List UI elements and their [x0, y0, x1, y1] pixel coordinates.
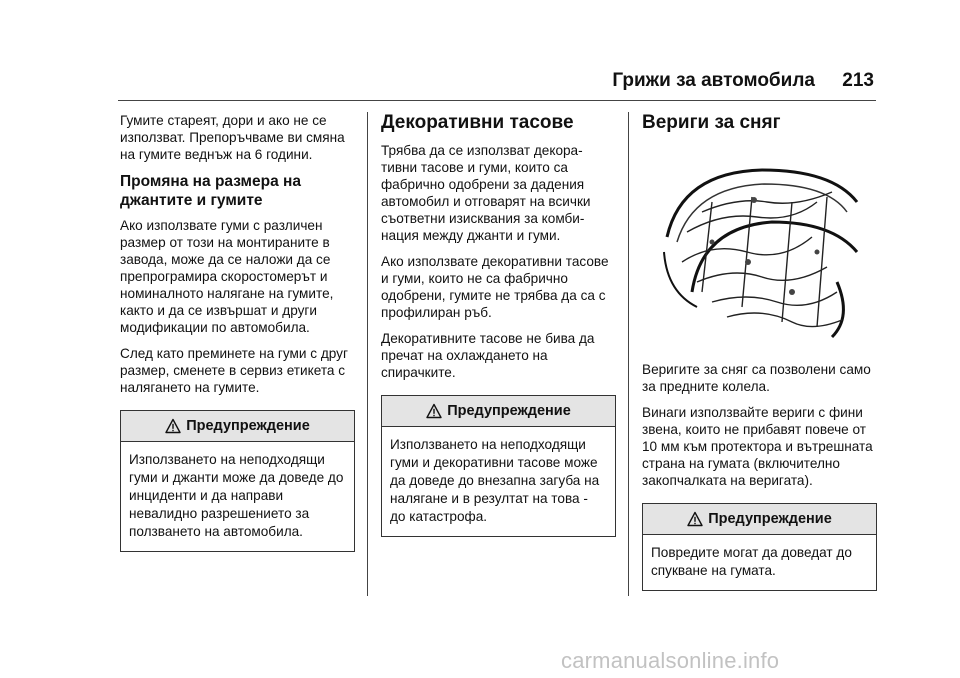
column-3 [642, 112, 877, 591]
snow-chains-icon [642, 142, 877, 347]
warning-triangle-icon [426, 403, 442, 419]
column-1 [120, 112, 355, 552]
column-divider [628, 112, 629, 596]
page-header [0, 70, 960, 100]
warning-triangle-icon [165, 418, 181, 434]
hubcaps-heading: Декоративни тасове [381, 112, 574, 133]
tire-aging-paragraph: Гумите стареят, дори и ако не се използват. Препоръчваме ви смяна на гумите веднъж на 6 години. [120, 113, 345, 162]
hubcaps-paragraph-3: Декоративните тасове не бива да пречат на охлаждането на спирачките. [381, 331, 595, 380]
watermark: carmanualsonline.info [561, 648, 780, 673]
label-change-paragraph: След като преминете на гуми с друг размер, сменете в сервиз етикета с налягането на гумите. [120, 346, 348, 395]
warning-header [382, 396, 615, 427]
hubcaps-paragraph-1: Трябва да се използват декора-тивни тасове и гуми, които са фабрично одобрени за дадения автомобил и отговарят на всички съответни изисквания за комби-нация между джанти и гуми. [381, 143, 591, 243]
chains-front-paragraph: Веригите за сняг са позволени само за предните колела. [642, 362, 871, 394]
warning-box [381, 395, 616, 537]
warning-header [121, 411, 354, 442]
page-number: 213 [842, 70, 874, 91]
warning-title: Предупреждение [708, 510, 832, 527]
column-divider [367, 112, 368, 596]
warning-text: Повредите могат да доведат до спукване на гумата. [651, 545, 852, 578]
warning-title: Предупреждение [186, 417, 310, 434]
size-change-paragraph: Ако използвате гуми с различен размер от този на монтираните в завода, може да се наложи да се препрограмира скоростомерът и номиналното налягане на гумите, както и да се извършат и други модификации по автомобила. [120, 218, 334, 335]
size-change-heading: Промяна на размера на джантите и гумите [120, 173, 302, 209]
warning-text: Използването на неподходящи гуми и декоративни тасове може да доведе до внезапна загуба на налягане и в резултат на това - до катастрофа. [390, 437, 600, 524]
snow-chains-heading: Вериги за сняг [642, 112, 781, 133]
warning-title: Предупреждение [447, 402, 571, 419]
hubcaps-paragraph-2: Ако използвате декоративни тасове и гуми, които не са фабрично одобрени, гумите не трябва да са с профилиран ръб. [381, 254, 609, 320]
warning-triangle-icon [687, 511, 703, 527]
column-2 [381, 112, 616, 537]
warning-box [642, 503, 877, 591]
chains-fine-links-paragraph: Винаги използвайте вериги с фини звена, които не прибавят повече от 10 мм към протектора и вътрешната страна на гумата (включително закопчалката на веригата). [642, 405, 873, 488]
warning-text: Използването на неподходящи гуми и джанти може да доведе до инциденти и да направи невалидно разрешението за ползването на автомобила. [129, 452, 344, 539]
warning-box [120, 410, 355, 552]
warning-header [643, 504, 876, 535]
section-title: Грижи за автомобила [612, 70, 815, 91]
header-rule [118, 100, 876, 101]
